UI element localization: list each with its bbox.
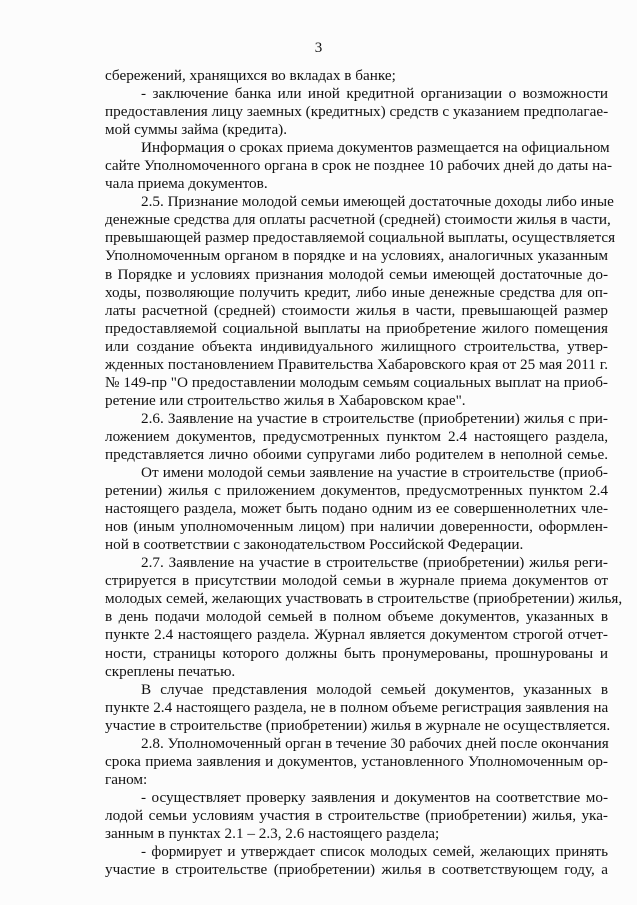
text-line: Уполномоченным органом в порядке и на условиях, аналогичных указанным [105,247,608,265]
text-line: ности, страницы которого должны быть пронумерованы, прошнурованы и [105,644,608,662]
text-line: - заключение банка или иной кредитной организации о возможности [141,85,608,103]
text-line: денежные средства для оплаты расчетной (средней) стоимости жилья в части, [105,211,611,229]
text-line: представляется лично обоими супругами либо родителем в неполной семье. [105,445,608,463]
text-line: латы расчетной (средней) стоимости жилья в части, превышающей размер [105,301,608,319]
text-line: От имени молодой семьи заявление на участие в строительстве (приоб- [141,464,608,482]
text-line: ганом: [105,770,148,788]
page-number: 3 [314,40,323,56]
text-line: превышающей размер предоставляемой социальной выплаты, осуществляется [105,229,616,247]
text-line: предоставления лицу заемных (кредитных) средств с указанием предполагае- [105,103,609,121]
text-line: ложением документов, предусмотренных пунктом 2.4 настоящего раздела, [105,427,608,445]
text-line: участие в строительстве (приобретении) жилья в журнале не осуществляется. [105,716,611,734]
text-line: настоящего раздела, может быть подано одним из ее совершеннолетних чле- [105,500,608,518]
text-line: предоставляемой социальной выплаты на приобретение жилого помещения [105,319,608,337]
text-line: нов (иным уполномоченным лицом) при наличии доверенности, оформлен- [105,518,608,536]
text-line: - формирует и утверждает список молодых семей, желающих принять [141,843,608,861]
text-line: срока приема заявления и документов, установленного Уполномоченным ор- [105,752,608,770]
text-line: или создание объекта индивидуального жилищного строительства, утвер- [105,337,608,355]
text-line: 2.7. Заявление на участие в строительстве (приобретении) жилья реги- [141,554,608,572]
text-line: ходы, позволяющие получить кредит, либо иные денежные средства для оп- [105,283,608,301]
text-line: занным в пунктах 2.1 – 2.3, 2.6 настоящего раздела; [105,824,440,842]
text-line: мой суммы займа (кредита). [105,121,288,139]
text-line: № 149-пр "О предоставлении молодым семьям социальных выплат на приоб- [105,373,608,391]
text-line: ной в соответствии с законодательством Российской Федерации. [105,536,524,554]
text-line: пункте 2.4 настоящего раздела, не в полном объеме регистрация заявления на [105,698,609,716]
text-line: сбережений, хранящихся во вкладах в банке; [105,67,396,84]
text-line: 2.6. Заявление на участие в строительстве (приобретении) жилья с при- [141,409,608,427]
text-line: в день подачи молодой семьей в полном объеме документов, указанных в [105,608,608,626]
text-line: скреплены печатью. [105,662,236,680]
text-line: Информация о сроках приема документов размещается на официальном [141,139,610,157]
text-line: молодых семей, желающих участвовать в строительстве (приобретении) жилья, [105,590,623,608]
text-line: 2.8. Уполномоченный орган в течение 30 рабочих дней после окончания [141,734,609,752]
text-line: ретении) жилья с приложением документов, предусмотренных пунктом 2.4 [105,482,608,500]
text-line: пункте 2.4 настоящего раздела. Журнал является документом строгой отчет- [105,626,608,644]
text-line: жденных постановлением Правительства Хабаровского края от 25 мая 2011 г. [105,355,608,373]
text-line: В случае представления молодой семьей документов, указанных в [141,680,608,698]
text-line: 2.5. Признание молодой семьи имеющей достаточные доходы либо иные [141,193,614,211]
text-line: сайте Уполномоченного органа в срок не позднее 10 рабочих дней до даты на- [105,157,613,175]
text-line: - осуществляет проверку заявления и документов на соответствие мо- [141,788,608,806]
text-line: чала приема документов. [105,175,268,193]
text-line: лодой семьи условиям участия в строительстве (приобретении) жилья, ука- [105,806,608,824]
text-line: ретение или строительство жилья в Хабаровском крае". [105,391,466,409]
text-line: в Порядке и условиях признания молодой семьи имеющей достаточные до- [105,265,608,283]
text-line: участие в строительстве (приобретении) жилья в соответствующем году, а [105,861,608,879]
text-line: стрируется в присутствии молодой семьи в журнале приема документов от [105,572,608,590]
document-body [105,67,623,879]
